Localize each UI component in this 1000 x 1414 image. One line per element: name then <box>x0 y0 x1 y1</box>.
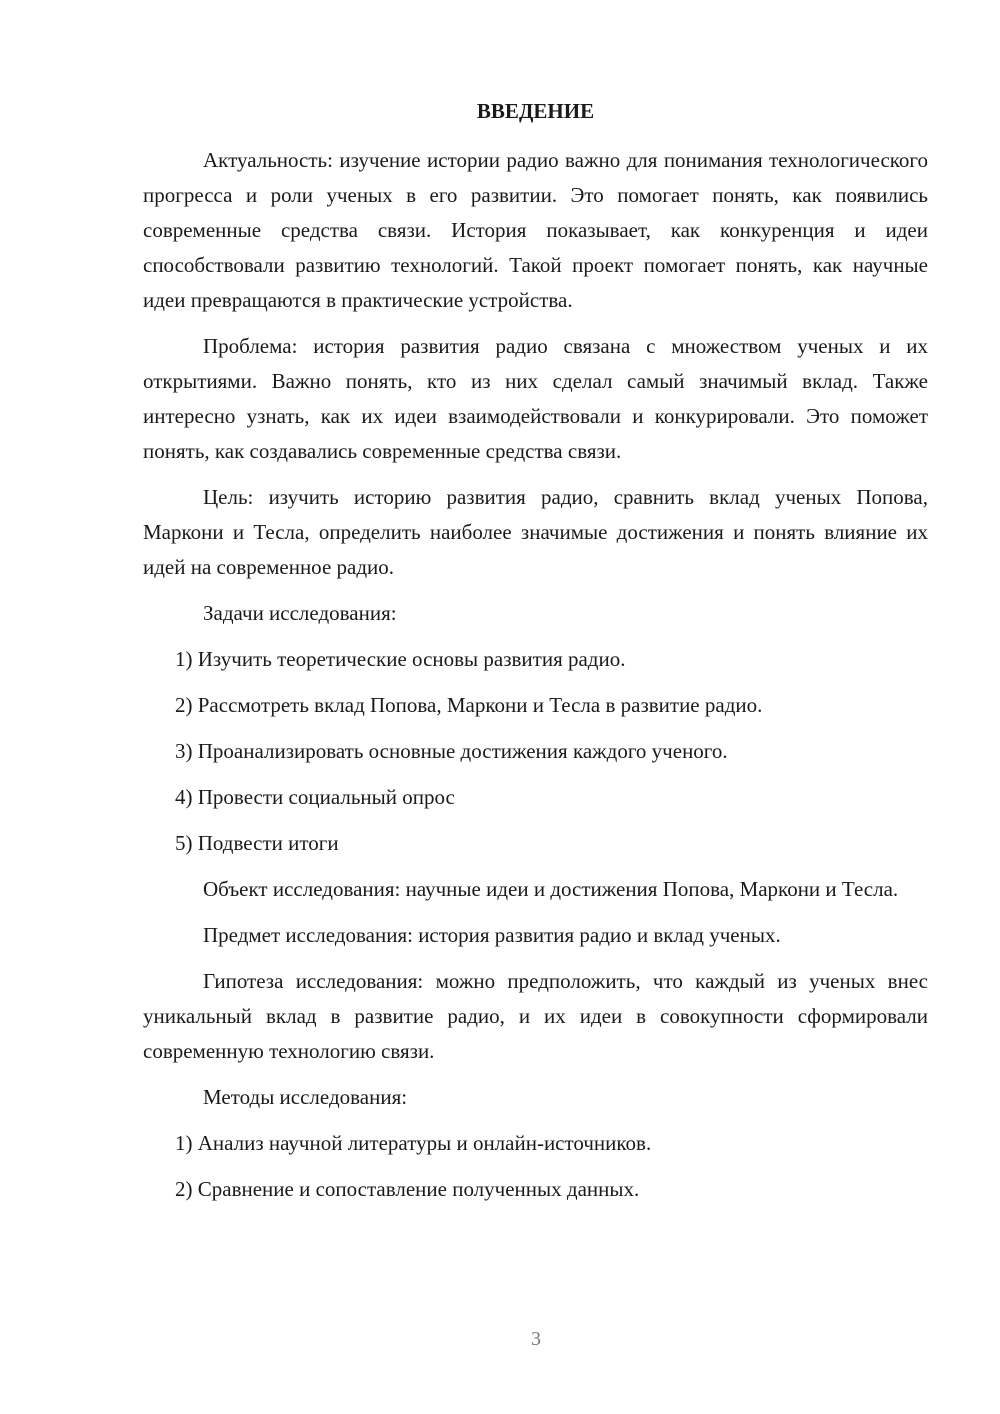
task-item: 3) Проанализировать основные достижения каждого ученого. <box>175 739 728 763</box>
problem-paragraph: Проблема: история развития радио связана с множеством ученых и их открытиями. Важно понять, кто из них сделал самый значимый вклад. Также интересно узнать, как их идеи взаимодействовали и конкурировали. Это поможет понять, как создавались современные средства связи. <box>143 334 928 463</box>
document-page <box>143 96 928 1218</box>
hypothesis-paragraph: Гипотеза исследования: можно предположить, что каждый из ученых внес уникальный вклад в развитие радио, и их идеи в совокупности сформировали современную технологию связи. <box>143 969 928 1063</box>
task-item: 1) Изучить теоретические основы развития радио. <box>175 647 626 671</box>
methods-heading: Методы исследования: <box>203 1085 408 1109</box>
task-item: 2) Рассмотреть вклад Попова, Маркони и Тесла в развитие радио. <box>175 693 763 717</box>
relevance-paragraph: Актуальность: изучение истории радио важно для понимания технологического прогресса и роли ученых в его развитии. Это помогает понять, как появились современные средства связи. История показывает, как конкуренция и идеи способствовали развитию технологий. Такой проект помогает понять, как научные идеи превращаются в практические устройства. <box>143 148 928 312</box>
tasks-heading: Задачи исследования: <box>203 601 397 625</box>
page-number: 3 <box>531 1328 541 1350</box>
object-paragraph: Объект исследования: научные идеи и достижения Попова, Маркони и Тесла. <box>203 877 899 901</box>
method-item: 1) Анализ научной литературы и онлайн-источников. <box>175 1131 652 1155</box>
task-item: 4) Провести социальный опрос <box>175 785 455 809</box>
method-item: 2) Сравнение и сопоставление полученных данных. <box>175 1177 640 1201</box>
task-item: 5) Подвести итоги <box>175 831 339 855</box>
goal-paragraph: Цель: изучить историю развития радио, сравнить вклад ученых Попова, Маркони и Тесла, определить наиболее значимые достижения и понять влияние их идей на современное радио. <box>143 485 928 579</box>
page-title: ВВЕДЕНИЕ <box>476 99 595 123</box>
subject-paragraph: Предмет исследования: история развития радио и вклад ученых. <box>203 923 781 947</box>
